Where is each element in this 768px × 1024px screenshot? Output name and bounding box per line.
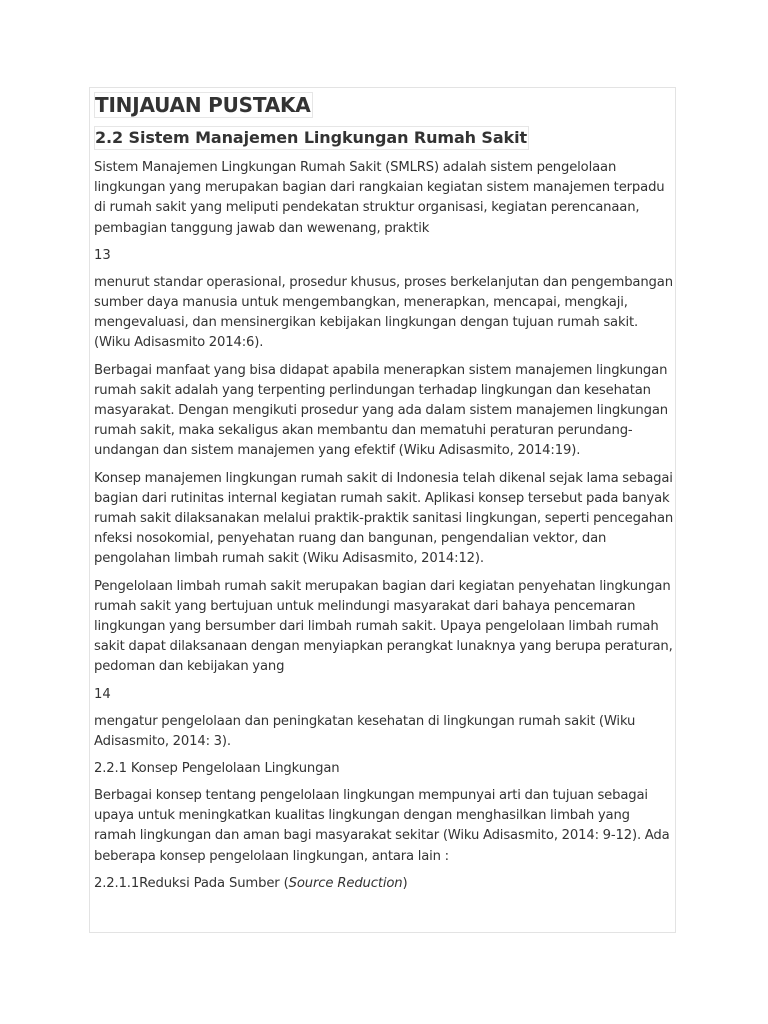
document-title-wrapper (94, 92, 674, 126)
section-heading-wrapper (94, 126, 674, 158)
paragraph-1: Sistem Manajemen Lingkungan Rumah Sakit (SMLRS) adalah sistem pengelolaan lingkungan yang merupakan bagian dari rangkaian kegiatan sistem manajemen terpadu di rumah sakit yang meliputi pendekatan struktur organisasi, kegiatan perencanaan, pembagian tanggung jawab dan wewenang, praktik (94, 160, 665, 236)
page-number-14: 14 (94, 686, 111, 702)
subsection-heading: 2.2.1 Konsep Pengelolaan Lingkungan (94, 761, 340, 777)
paragraph-4: Konsep manajemen lingkungan rumah sakit di Indonesia telah dikenal sejak lama sebagai bagian dari rutinitas internal kegiatan rumah sakit. Aplikasi konsep tersebut pada banyak rumah sakit dilaksanakan melalui praktik-praktik sanitasi lingkungan, seperti pencegahan nfeksi nosokomial, penyehatan ruang dan bangunan, pengendalian vektor, dan pengolahan limbah rumah sakit (Wiku Adisasmito, 2014:12). (94, 470, 674, 567)
subsubsection-heading (94, 874, 674, 894)
page-number-13: 13 (94, 247, 111, 263)
subsubsection-prefix: 2.2.1.1Reduksi Pada Sumber ( (94, 875, 289, 891)
paragraph-5: Pengelolaan limbah rumah sakit merupakan bagian dari kegiatan penyehatan lingkungan rumah sakit yang bertujuan untuk melindungi masyarakat dari bahaya pencemaran lingkungan yang bersumber dari limbah rumah sakit. Upaya pengelolaan limbah rumah sakit dapat dilaksanaan dengan menyiapkan perangkat lunaknya yang berupa peraturan, pedoman dan kebijakan yang (94, 578, 673, 675)
subsubsection-suffix: ) (402, 875, 408, 891)
paragraph-3: Berbagai manfaat yang bisa didapat apabila menerapkan sistem manajemen lingkungan rumah sakit adalah yang terpenting perlindungan terhadap lingkungan dan kesehatan masyarakat. Dengan mengikuti prosedur yang ada dalam sistem manajemen lingkungan rumah sakit, maka sekaligus akan membantu dan mematuhi peraturan perundang-undangan dan sistem manajemen yang efektif (Wiku Adisasmito, 2014:19). (94, 362, 668, 459)
section-heading: 2.2 Sistem Manajemen Lingkungan Rumah Sakit (94, 126, 529, 150)
paragraph-2: menurut standar operasional, prosedur khusus, proses berkelanjutan dan pengembangan sumber daya manusia untuk mengembangkan, menerapkan, mencapai, mengkaji, mengevaluasi, dan mensinergikan kebijakan lingkungan dengan tujuan rumah sakit. (Wiku Adisasmito 2014:6). (94, 274, 673, 351)
paragraph-6: mengatur pengelolaan dan peningkatan kesehatan di lingkungan rumah sakit (Wiku Adisasmito, 2014: 3). (94, 713, 636, 749)
paragraph-7: Berbagai konsep tentang pengelolaan lingkungan mempunyai arti dan tujuan sebagai upaya untuk meningkatkan kualitas lingkungan dengan menghasilkan limbah yang ramah lingkungan dan aman bagi masyarakat sekitar (Wiku Adisasmito, 2014: 9-12). Ada beberapa konsep pengelolaan lingkungan, antara lain : (94, 788, 670, 864)
document-title: TINJAUAN PUSTAKA (95, 93, 311, 117)
document-content (94, 92, 674, 901)
subsubsection-italic: Source Reduction (288, 875, 403, 891)
